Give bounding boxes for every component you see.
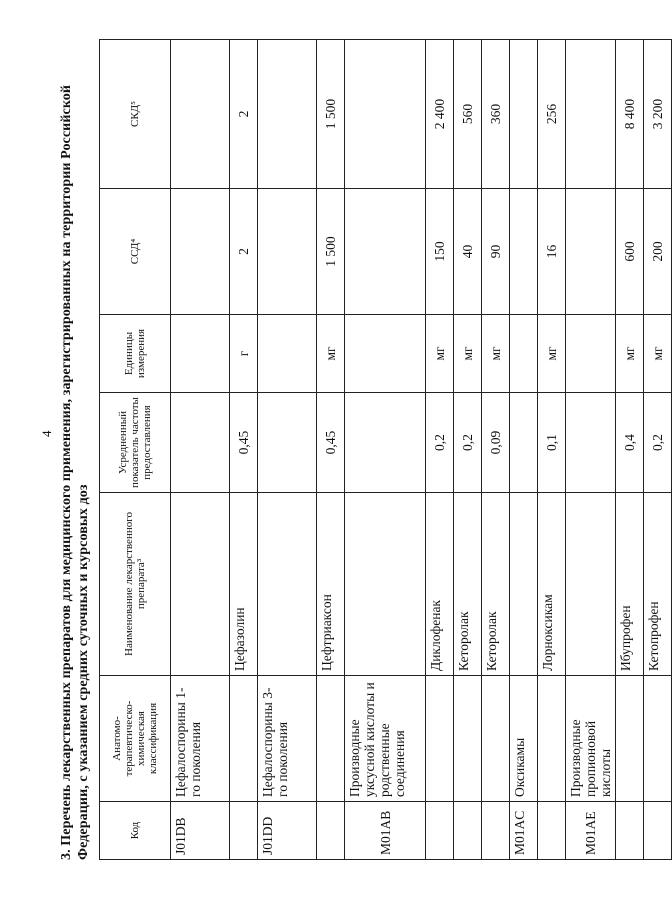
cell-ssd xyxy=(566,189,616,315)
cell-unit xyxy=(171,315,230,393)
cell-drug-name: Цефазолин xyxy=(230,493,258,676)
cell-skd: 2 xyxy=(230,40,258,189)
cell-code: M01AE xyxy=(566,802,616,860)
cell-frequency: 0,2 xyxy=(644,393,672,493)
cell-atc: Производные пропионовой кислоты xyxy=(566,676,616,802)
table-row xyxy=(317,40,345,860)
cell-skd: 2 400 xyxy=(426,40,454,189)
table-row xyxy=(566,40,616,860)
cell-unit xyxy=(566,315,616,393)
cell-ssd: 600 xyxy=(616,189,644,315)
cell-unit xyxy=(258,315,317,393)
cell-frequency: 0,45 xyxy=(230,393,258,493)
table-row xyxy=(644,40,672,860)
cell-frequency: 0,09 xyxy=(482,393,510,493)
cell-ssd: 40 xyxy=(454,189,482,315)
cell-drug-name: Диклофенак xyxy=(426,493,454,676)
cell-unit: мг xyxy=(317,315,345,393)
cell-unit: г xyxy=(230,315,258,393)
cell-skd: 8 400 xyxy=(616,40,644,189)
cell-code: J01DB xyxy=(171,802,230,860)
cell-atc xyxy=(317,676,345,802)
cell-ssd: 150 xyxy=(426,189,454,315)
header-atc: Анатомо-терапевтическо-химическая классификация xyxy=(100,676,171,802)
table-row xyxy=(538,40,566,860)
table-header-row xyxy=(100,40,171,860)
cell-unit: мг xyxy=(644,315,672,393)
cell-frequency xyxy=(510,393,538,493)
cell-code xyxy=(644,802,672,860)
table-row xyxy=(258,40,317,860)
cell-frequency xyxy=(171,393,230,493)
cell-ssd xyxy=(345,189,426,315)
cell-skd: 3 200 xyxy=(644,40,672,189)
header-ssd: ССД⁴ xyxy=(100,189,171,315)
cell-frequency xyxy=(345,393,426,493)
cell-code: M01AC xyxy=(510,802,538,860)
cell-skd xyxy=(345,40,426,189)
cell-frequency xyxy=(566,393,616,493)
cell-ssd: 90 xyxy=(482,189,510,315)
cell-frequency: 0,2 xyxy=(454,393,482,493)
cell-atc xyxy=(454,676,482,802)
cell-drug-name: Лорноксикам xyxy=(538,493,566,676)
cell-atc: Цефалоспорины 1-го поколения xyxy=(171,676,230,802)
cell-ssd: 2 xyxy=(230,189,258,315)
section-title: 3. Перечень лекарственных препаратов для медицинского применения, зарегистрированных на территории Российской Федерации, с указанием средних суточных и курсовых доз xyxy=(59,84,91,860)
cell-ssd xyxy=(510,189,538,315)
cell-drug-name: Кетопрофен xyxy=(644,493,672,676)
cell-unit: мг xyxy=(538,315,566,393)
cell-atc: Оксикамы xyxy=(510,676,538,802)
cell-code: M01AB xyxy=(345,802,426,860)
cell-unit: мг xyxy=(616,315,644,393)
drug-table xyxy=(99,39,672,860)
header-skd: СКД⁵ xyxy=(100,40,171,189)
cell-atc xyxy=(538,676,566,802)
cell-atc: Цефалоспорины 3-го поколения xyxy=(258,676,317,802)
table-row xyxy=(345,40,426,860)
header-unit: Единицы измерения xyxy=(100,315,171,393)
cell-atc: Производные уксусной кислоты и родственные соединения xyxy=(345,676,426,802)
cell-drug-name xyxy=(258,493,317,676)
cell-code xyxy=(426,802,454,860)
cell-frequency: 0,4 xyxy=(616,393,644,493)
cell-code xyxy=(230,802,258,860)
cell-atc xyxy=(230,676,258,802)
cell-unit xyxy=(510,315,538,393)
cell-drug-name xyxy=(566,493,616,676)
cell-frequency xyxy=(258,393,317,493)
cell-code xyxy=(317,802,345,860)
cell-skd xyxy=(171,40,230,189)
cell-ssd xyxy=(258,189,317,315)
cell-ssd xyxy=(171,189,230,315)
cell-atc xyxy=(644,676,672,802)
header-drug-name: Наименование лекарственного препарата³ xyxy=(100,493,171,676)
table-row xyxy=(230,40,258,860)
cell-atc xyxy=(482,676,510,802)
table-row xyxy=(454,40,482,860)
cell-unit: мг xyxy=(454,315,482,393)
cell-code: J01DD xyxy=(258,802,317,860)
cell-skd: 256 xyxy=(538,40,566,189)
cell-drug-name: Кеторолак xyxy=(454,493,482,676)
cell-drug-name: Ибупрофен xyxy=(616,493,644,676)
table-row xyxy=(482,40,510,860)
cell-drug-name xyxy=(510,493,538,676)
cell-ssd: 1 500 xyxy=(317,189,345,315)
table-row xyxy=(426,40,454,860)
header-code: Код xyxy=(100,802,171,860)
table-row xyxy=(510,40,538,860)
cell-atc xyxy=(426,676,454,802)
cell-unit: мг xyxy=(426,315,454,393)
cell-code xyxy=(538,802,566,860)
table-row xyxy=(171,40,230,860)
header-frequency: Усредненный показатель частоты предоставления xyxy=(100,393,171,493)
cell-unit xyxy=(345,315,426,393)
cell-drug-name: Кеторолак xyxy=(482,493,510,676)
cell-ssd: 200 xyxy=(644,189,672,315)
cell-frequency: 0,2 xyxy=(426,393,454,493)
cell-frequency: 0,45 xyxy=(317,393,345,493)
cell-frequency: 0,1 xyxy=(538,393,566,493)
table-row xyxy=(616,40,644,860)
cell-skd xyxy=(566,40,616,189)
cell-drug-name xyxy=(345,493,426,676)
cell-atc xyxy=(616,676,644,802)
cell-unit: мг xyxy=(482,315,510,393)
cell-drug-name: Цефтриаксон xyxy=(317,493,345,676)
cell-skd: 1 500 xyxy=(317,40,345,189)
cell-drug-name xyxy=(171,493,230,676)
cell-skd: 560 xyxy=(454,40,482,189)
rotated-page-content xyxy=(58,40,665,860)
cell-code xyxy=(616,802,644,860)
cell-skd xyxy=(510,40,538,189)
cell-code xyxy=(454,802,482,860)
cell-skd xyxy=(258,40,317,189)
page-number: 4 xyxy=(39,430,54,437)
cell-code xyxy=(482,802,510,860)
cell-skd: 360 xyxy=(482,40,510,189)
cell-ssd: 16 xyxy=(538,189,566,315)
